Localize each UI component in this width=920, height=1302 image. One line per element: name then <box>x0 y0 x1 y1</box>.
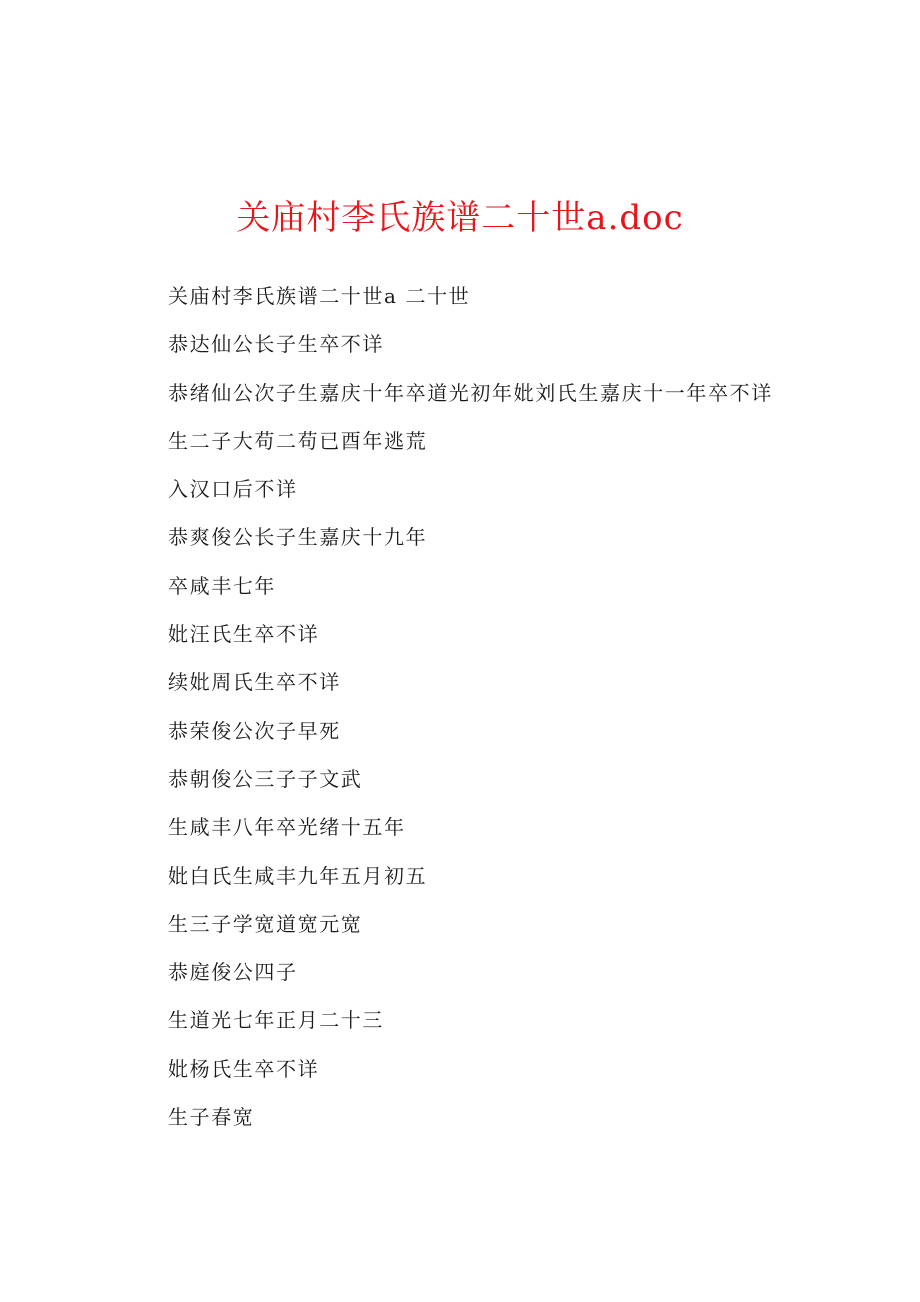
text-line: 恭朝俊公三子子文武 <box>168 766 363 791</box>
text-line: 生咸丰八年卒光绪十五年 <box>168 815 406 840</box>
text-line: 恭绪仙公次子生嘉庆十年卒道光初年妣刘氏生嘉庆十一年卒不详 <box>168 380 773 405</box>
text-line: 恭荣俊公次子早死 <box>168 718 341 743</box>
text-line: 卒咸丰七年 <box>168 573 276 598</box>
text-line: 生二子大苟二苟已酉年逃荒 <box>168 428 428 453</box>
text-line: 恭庭俊公四子 <box>168 960 298 985</box>
text-line: 恭爽俊公长子生嘉庆十九年 <box>168 525 428 550</box>
text-line: 生道光七年正月二十三 <box>168 1008 384 1033</box>
text-line: 生三子学宽道宽元宽 <box>168 911 363 936</box>
text-line: 续妣周氏生卒不详 <box>168 670 341 695</box>
text-line: 生子春宽 <box>168 1105 255 1130</box>
text-line: 入汉口后不详 <box>168 477 298 502</box>
document-title: 关庙村李氏族谱二十世a.doc <box>236 198 684 238</box>
text-line: 妣杨氏生卒不详 <box>168 1056 320 1081</box>
text-line: 妣白氏生咸丰九年五月初五 <box>168 863 428 888</box>
document-body <box>168 272 773 1141</box>
text-line: 恭达仙公长子生卒不详 <box>168 332 384 357</box>
text-line: 妣汪氏生卒不详 <box>168 622 320 647</box>
text-line: 关庙村李氏族谱二十世a 二十世 <box>168 284 471 308</box>
